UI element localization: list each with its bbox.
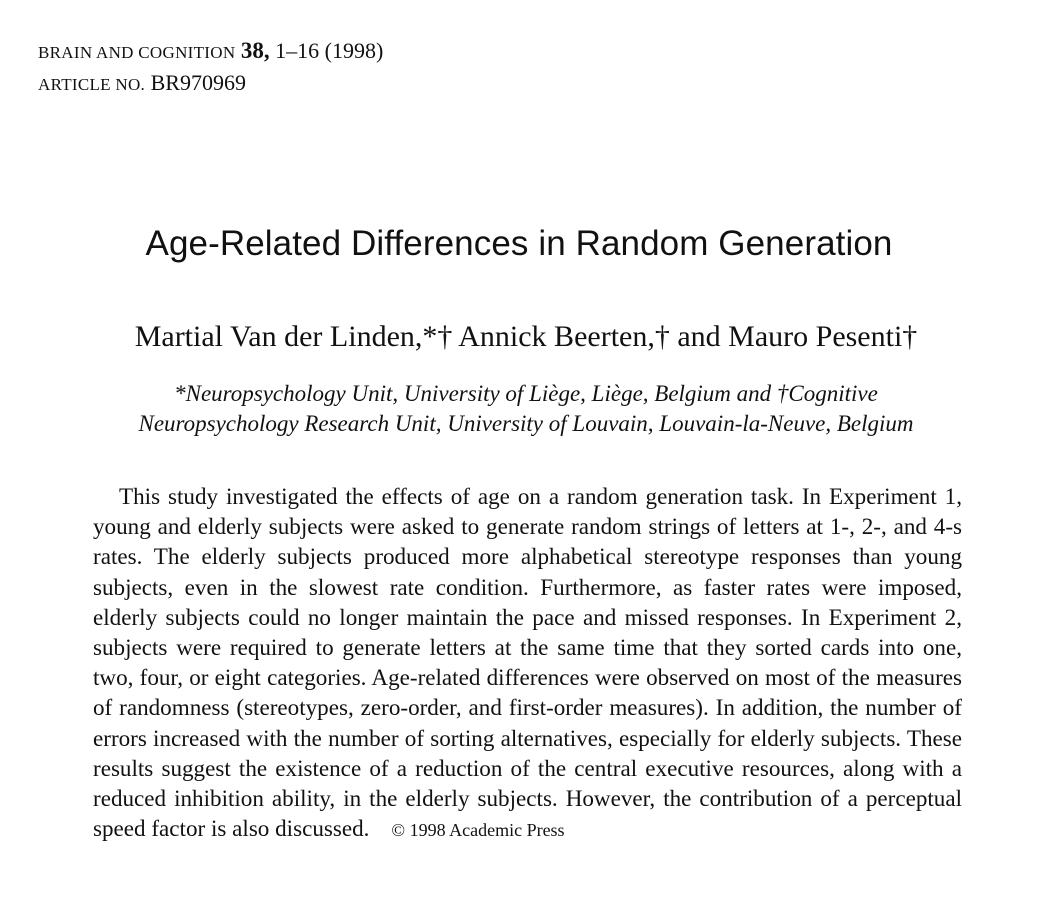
journal-name: BRAIN AND COGNITION [38, 43, 236, 62]
journal-citation-line [38, 36, 383, 68]
journal-pages-year: 1–16 (1998) [275, 38, 384, 63]
article-number: BR970969 [150, 70, 246, 95]
author-affiliations [60, 379, 992, 439]
abstract [93, 481, 962, 845]
affiliation-line-1: *Neuropsychology Unit, University of Liège, Liège, Belgium and †Cognitive [174, 381, 878, 406]
article-number-line [38, 68, 383, 100]
journal-volume: 38, [240, 38, 270, 63]
abstract-text: This study investigated the effects of age on a random generation task. In Experiment 1, young and elderly subjects were asked to generate random strings of letters at 1-, 2-, and 4-s rates. The elderly subjects produced more alphabetical stereotype responses than young subjects, even in the slowest rate condition. Furthermore, as faster rates were imposed, elderly subjects could no longer maintain the pace and missed responses. In Experiment 2, subjects were required to generate letters at the same time that they sorted cards into one, two, four, or eight categories. Age-related differences were observed on most of the measures of randomness (stereotypes, zero-order, and first-order measures). In addition, the number of errors increased with the number of sorting alternatives, especially for elderly subjects. These results suggest the existence of a reduction of the central executive resources, along with a reduced inhibition ability, in the elderly subjects. However, the contribution of a perceptual speed factor is also discussed. [93, 483, 962, 842]
paper-title: Age-Related Differences in Random Generation [145, 224, 893, 263]
copyright-notice: © 1998 Academic Press [391, 820, 565, 841]
paper-authors: Martial Van der Linden,*† Annick Beerten,† and Mauro Pesenti† [134, 320, 918, 353]
article-number-label: ARTICLE NO. [38, 75, 146, 94]
journal-header [38, 36, 383, 100]
affiliation-line-2: Neuropsychology Research Unit, University of Louvain, Louvain-la-Neuve, Belgium [138, 411, 914, 436]
